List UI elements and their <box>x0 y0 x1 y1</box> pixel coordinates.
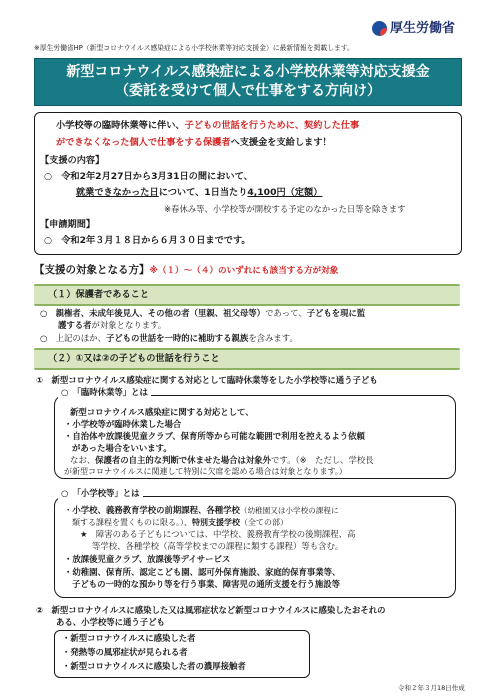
schools-item1-line1: ・小学校、義務教育学校の前期課程、各種学校（幼稚園又は小学校の課程に <box>64 505 339 515</box>
guardian-item1-line2: 護する者が対象となります。 <box>58 320 167 330</box>
section2-header <box>34 348 460 370</box>
closure-label: ○ 「臨時休業等」とは <box>58 387 151 398</box>
ministry-name: 厚生労働省 <box>390 21 456 36</box>
schools-star-line1: ★ 障害のある子どもについては、中学校、義務教育学校の後期課程、高 <box>80 529 356 539</box>
schools-item2: ・ 放課後児童クラブ、放課後等デイサービス <box>64 554 230 565</box>
symptom-item3: ・ 新型コロナウイルスに感染した者の濃厚接触者 <box>62 661 246 672</box>
schools-star-line2: 等学校、各種学校（高等学校までの課程に類する課程）等も含む。 <box>92 541 344 551</box>
child1-label: ① 新型コロナウイルス感染症に関する対応として臨時休業等をした小学校等に通う子ども <box>36 375 378 385</box>
support-line1: ○ 令和2年2月27日から3月31日の間において、 <box>44 171 253 182</box>
guardian-item2: ○ 上記のほか、子どもの世話を一時的に補助する親族を含みます。 <box>40 333 298 343</box>
title-banner <box>34 58 462 106</box>
support-title: 【支援の内容】 <box>40 155 105 166</box>
schools-item3-line2: 子どもの一時的な預かり等を行う事業、障害児の通所支援を行う施設等 <box>72 579 340 589</box>
target-heading: 【支援の対象となる方】※（１）～（４）のいずれにも該当する方が対象 <box>34 264 339 276</box>
symptom-item1: ・ 新型コロナウイルスに感染した者 <box>62 633 196 644</box>
support-note: ※春休み等、小学校等が開校する予定のなかった日等を除きます <box>164 204 406 214</box>
schools-item1-line2: 類する課程を置くものに限る。）、特別支援学校（全ての部） <box>72 518 288 527</box>
guardian-item1-line1: ○ 親権者、未成年後見人、その他の者（里親、祖父母等）であって、子どもを現に監 <box>40 308 366 318</box>
closure-item2-cont: があった場合をいいます。 <box>72 443 172 453</box>
child2-line2: ある、小学校等に通う子ども <box>56 617 165 627</box>
title-line1: 新型コロナウイルス感染症による小学校休業等対応支援金 <box>66 64 430 80</box>
intro-line1: 小学校等の臨時休業等に伴い、子どもの世話を行うために、契約した仕事 <box>56 120 360 131</box>
schools-label: ○ 「小学校等」とは <box>58 488 143 499</box>
period-title: 【申請期間】 <box>40 219 96 230</box>
symptom-item2: ・ 発熱等の風邪症状が見られる者 <box>62 647 188 658</box>
creation-date: 令和２年３月18日作成 <box>398 684 465 692</box>
period-text: ○ 令和2年３月１８日から６月３０日までです。 <box>44 235 251 246</box>
intro-line2: ができなくなった個人で仕事をする保護者へ支援金を支給します！ <box>56 137 332 148</box>
section1-title: （１）保護者であること <box>48 289 150 300</box>
child2-line1: ② 新型コロナウイルスに感染した又は風邪症状など新型コロナウイルスに感染したおそれの <box>36 605 386 615</box>
support-box <box>34 112 462 255</box>
closure-item1: ・ 小学校等が臨時休業した場合 <box>64 419 181 430</box>
ministry-logo-icon <box>372 21 387 36</box>
title-line2: （委託を受けて個人で仕事をする方向け） <box>115 83 381 99</box>
closure-intro: 新型コロナウイルス感染症に関する対応として、 <box>70 407 254 417</box>
section2-title: （２）①又は②の子どもの世話を行うこと <box>48 353 220 364</box>
website-notice: ※厚生労働省HP（新型コロナウイルス感染症による小学校休業等対応支援金）に最新情報を掲載します。 <box>34 44 354 52</box>
schools-item3-line1: ・ 幼稚園、保育所、認定こども園、認可外保育施設、家庭的保育事業等、 <box>64 567 340 578</box>
closure-note-line2: が新型コロナウイルスに関連して特別に欠席を認める場合は対象となります。） <box>64 467 347 476</box>
section1-header <box>34 284 460 306</box>
support-line2: 就業できなかった日について、1日当たり4,100円（定額） <box>76 187 323 198</box>
closure-item2: ・ 自治体や放課後児童クラブ、保育所等から可能な範囲で利用を控えるよう依頼 <box>64 431 365 442</box>
closure-note-line1: なお、保護者の自主的な判断で休ませた場合は対象外です。（※ ただし、学校長 <box>70 455 374 465</box>
